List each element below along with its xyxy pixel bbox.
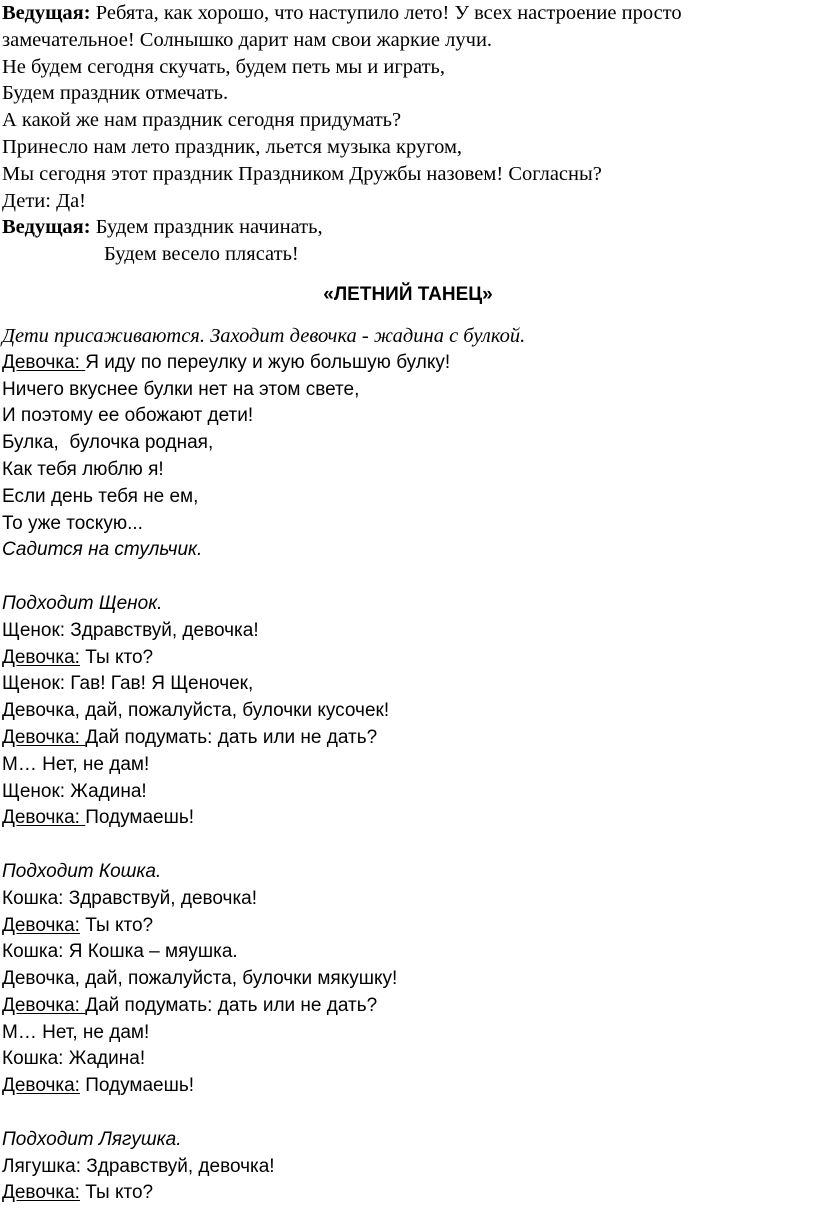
speaker-label-host: Ведущая: [2, 2, 91, 24]
dialogue-line [2, 805, 814, 832]
dialogue-line [2, 993, 814, 1020]
stage-direction: Подходит Кошка. [2, 860, 162, 882]
intro-line-8: Дети: Да! [2, 189, 86, 212]
document-page [2, 0, 814, 1207]
speaker-label-host: Ведущая: [2, 216, 91, 239]
dialogue-text: Ты кто? [79, 914, 154, 936]
dialogue-line: Кошка: Жадина! [2, 1048, 146, 1070]
dialogue-line: Щенок: Здравствуй, девочка! [2, 619, 259, 641]
dialogue-line: Щенок: Гав! Гав! Я Щеночек, [2, 673, 254, 695]
dialogue-line: Если день тебя не ем, [2, 485, 199, 507]
dialogue-line: И поэтому ее обожают дети! [2, 405, 254, 427]
dialogue-line [2, 1073, 814, 1100]
section-title: «ЛЕТНИЙ ТАНЕЦ» [323, 283, 493, 305]
speaker-label-girl: Девочка: [2, 914, 80, 936]
dialogue-text: Подумаешь! [85, 807, 195, 829]
stage-direction: Дети присаживаются. Заходит девочка - жадина с булкой. [2, 324, 526, 347]
intro-line-5: А какой же нам праздник сегодня придумать? [2, 109, 402, 132]
stage-direction: Подходит Щенок. [2, 592, 163, 614]
dialogue-text: Я иду по переулку и жую большую булку! [85, 351, 451, 373]
dialogue-text: Дай подумать: дать или не дать? [85, 726, 378, 748]
dialogue-line [2, 645, 814, 672]
dialogue-line: М… Нет, не дам! [2, 753, 150, 775]
blank-line [2, 564, 814, 591]
stage-direction: Подходит Лягушка. [2, 1128, 182, 1150]
speaker-label-girl: Девочка: [2, 807, 86, 829]
speaker-label-girl: Девочка: [2, 726, 86, 748]
speaker-label-girl: Девочка: [2, 646, 80, 668]
intro-text: Ребята, как хорошо, что наступило лето! У всех настроение просто [90, 2, 682, 24]
dialogue-text: Ты кто? [79, 646, 154, 668]
dialogue-line: Лягушка: Здравствуй, девочка! [2, 1155, 275, 1177]
speaker-label-girl: Девочка: [2, 1075, 80, 1097]
dialogue-line: Кошка: Я Кошка – мяушка. [2, 941, 238, 963]
dialogue-line [2, 913, 814, 940]
dialogue-line: Щенок: Жадина! [2, 780, 147, 802]
dialogue-text: Подумаешь! [79, 1075, 195, 1097]
intro-line-1 [2, 0, 814, 27]
speaker-label-girl: Девочка: [2, 351, 86, 373]
dialogue-line: Ничего вкуснее булки нет на этом свете, [2, 378, 360, 400]
intro-line-3: Не будем сегодня скучать, будем петь мы и играть, [2, 55, 446, 78]
intro-line-7: Мы сегодня этот праздник Праздником Дружбы назовем! Согласны? [2, 162, 602, 185]
dialogue-line: Как тебя люблю я! [2, 458, 164, 480]
dialogue-line: М… Нет, не дам! [2, 1021, 150, 1043]
dialogue-line [2, 350, 814, 377]
blank-line [2, 1100, 814, 1127]
dialogue-line [2, 1180, 814, 1207]
dialogue-line: Девочка, дай, пожалуйста, булочки мякушку! [2, 968, 398, 990]
dialogue-text: Ты кто? [79, 1182, 154, 1204]
speaker-label-girl: Девочка: [2, 994, 86, 1016]
intro-text: Будем праздник начинать, [90, 216, 323, 239]
intro-line-4: Будем праздник отмечать. [2, 82, 229, 105]
dialogue-line: Девочка, дай, пожалуйста, булочки кусочек! [2, 700, 390, 722]
dialogue-line: То уже тоскую... [2, 512, 143, 534]
stage-direction: Садится на стульчик. [2, 539, 203, 561]
dialogue-line: Булка, булочка родная, [2, 432, 214, 454]
dialogue-line: Кошка: Здравствуй, девочка! [2, 887, 258, 909]
dialogue-line [2, 725, 814, 752]
intro-line-10: Будем весело плясать! [104, 243, 299, 266]
intro-line-9 [2, 214, 814, 241]
blank-line [2, 832, 814, 859]
intro-line-6: Принесло нам лето праздник, льется музыка кругом, [2, 135, 463, 158]
dialogue-text: Дай подумать: дать или не дать? [85, 994, 378, 1016]
speaker-label-girl: Девочка: [2, 1182, 80, 1204]
intro-line-2: замечательное! Солнышко дарит нам свои жаркие лучи. [2, 28, 493, 51]
